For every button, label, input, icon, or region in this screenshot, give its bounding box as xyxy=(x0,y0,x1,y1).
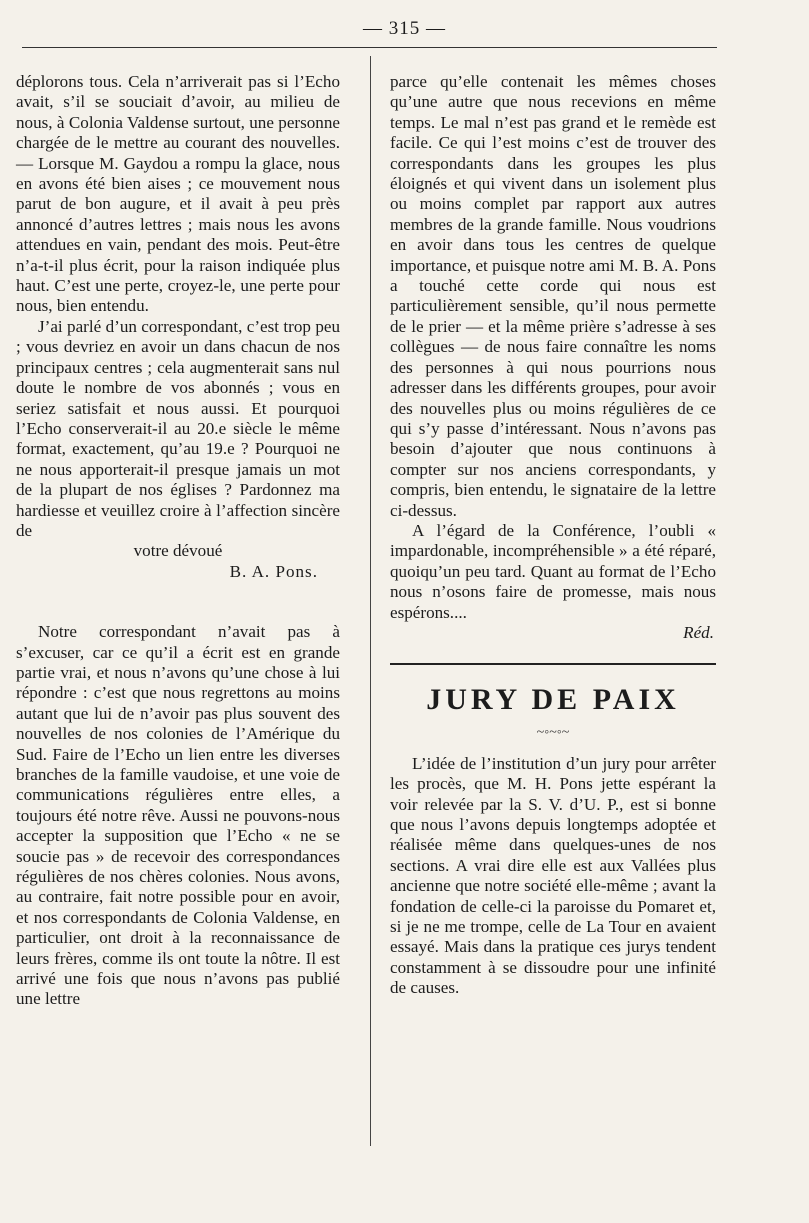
left-paragraph-1: déplorons tous. Cela n’arriverait pas si l’Echo avait, s’il se souciait d’avoir, au milieu de nous, à Colonia Valdense surtout, une personne chargée de le mettre au courant des nouvelles. — Lorsque M. Gaydou a rompu la glace, nous en avons été bien aises ; ce mouvement nous parut de bon augure, et il avait à peu près annoncé d’autres lettres ; mais nous les avons attendues en vain, pendant des mois. Peut-être n’a-t-il plus écrit, pour la raison indiquée plus haut. C’est une perte, croyez-le, une perte pour nous, bien entendu. xyxy=(16,72,340,316)
right-paragraph-2: A l’égard de la Conférence, l’oubli « impardonable, incompréhensible » a été réparé, quoiqu’un peu tard. Quant au format de l’Echo nous n’osons faire de promesse, mais nous espérons.... xyxy=(390,520,716,622)
right-paragraph-1: parce qu’elle contenait les mêmes choses qu’une autre que nous recevions en même temps. Le mal n’est pas grand et le remède est facile. Ce qui l’est moins c’est de trouver des correspondants dans les groupes les plus éloignés et qui vivent dans un isolement plus ou moins complet par rapport aux autres membres de la grande famille. Nous voudrions en avoir dans tous les centres de quelque importance, et puisque notre ami M. B. A. Pons a touché cette corde qui nous est particulièrement sensible, qu’il nous permette de le prier — et la même prière s’adresse à ses collègues — de nous faire connaître les noms des personnes à qui nous pourrions nous adresser dans les différents groupes, pour avoir des nouvelles plus ou moins régulières de ce qui s’y passe d’intéressant. Nous n’avons pas besoin d’ajouter que nous continuons à compter sur nos anciens correspondants, y compris, bien entendu, le signataire de la lettre ci-dessus. xyxy=(390,72,716,520)
signature-closing: votre dévoué xyxy=(133,541,223,561)
section-rule xyxy=(390,663,716,665)
paragraph-gap xyxy=(16,582,340,622)
left-column xyxy=(16,72,340,1010)
section-title: JURY DE PAIX xyxy=(426,683,680,717)
page-number: — 315 — xyxy=(363,18,446,39)
right-column xyxy=(390,72,716,999)
left-paragraph-2: J’ai parlé d’un correspondant, c’est trop peu ; vous devriez en avoir un dans chacun de nos principaux centres ; cela augmenterait sans nul doute le nombre de vos abonnés ; vous en seriez satisfait et nous aussi. Et pourquoi l’Echo conserverait-il au 20.e siècle le même format, exactement, qu’au 19.e ? Pourquoi ne ne nous apporterait-il presque jamais un mot de la plupart de nos églises ? Pardonnez ma hardiesse et veuillez croire à l’affection sincère de xyxy=(16,316,340,540)
ornament-divider: ~◦~◦~ xyxy=(536,725,570,741)
header-rule xyxy=(22,47,717,48)
left-paragraph-3: Notre correspondant n’avait pas à s’excuser, car ce qu’il a écrit est en grande partie vrai, et nous n’avons qu’une chose à lui répondre : c’est que nous regrettons au moins autant que lui de n’avoir pas plus souvent des nouvelles de nos colonies de l’Amérique du Sud. Faire de l’Echo un lien entre les diverses branches de la famille vaudoise, et une voie de communications régulières entre elles, a toujours été notre rêve. Aussi ne pouvons-nous accepter la supposition que l’Echo « ne se soucie pas » de recevoir des correspondances régulières de nos chères colonies. Nous avons, au contraire, fait notre possible pour en avoir, et nos correspondants de Colonia Valdense, en particulier, ont droit à la reconnaissance de leurs frères, comme ils ont toute la nôtre. Il est arrivé une fois que nous n’avons pas publié une lettre xyxy=(16,622,340,1009)
editor-signature: Réd. xyxy=(683,622,714,642)
right-paragraph-3: L’idée de l’institution d’un jury pour arrêter les procès, que M. H. Pons jette espérant la voir relevée par la S. V. d’U. P., est si bonne que nous l’avons depuis longtemps adoptée et réalisée même dans quelques-unes de nos sections. A vrai dire elle est aux Vallées plus ancienne que notre société elle-même ; avant la fondation de celle-ci la paroisse du Pomaret et, si je ne me trompe, celle de La Tour en avaient essayé. Mais dans la pratique ces jurys tendent constamment à se dissoudre pour une infinité de causes. xyxy=(390,753,716,998)
column-divider xyxy=(370,56,371,1146)
signature-name: B. A. Pons. xyxy=(229,561,318,581)
